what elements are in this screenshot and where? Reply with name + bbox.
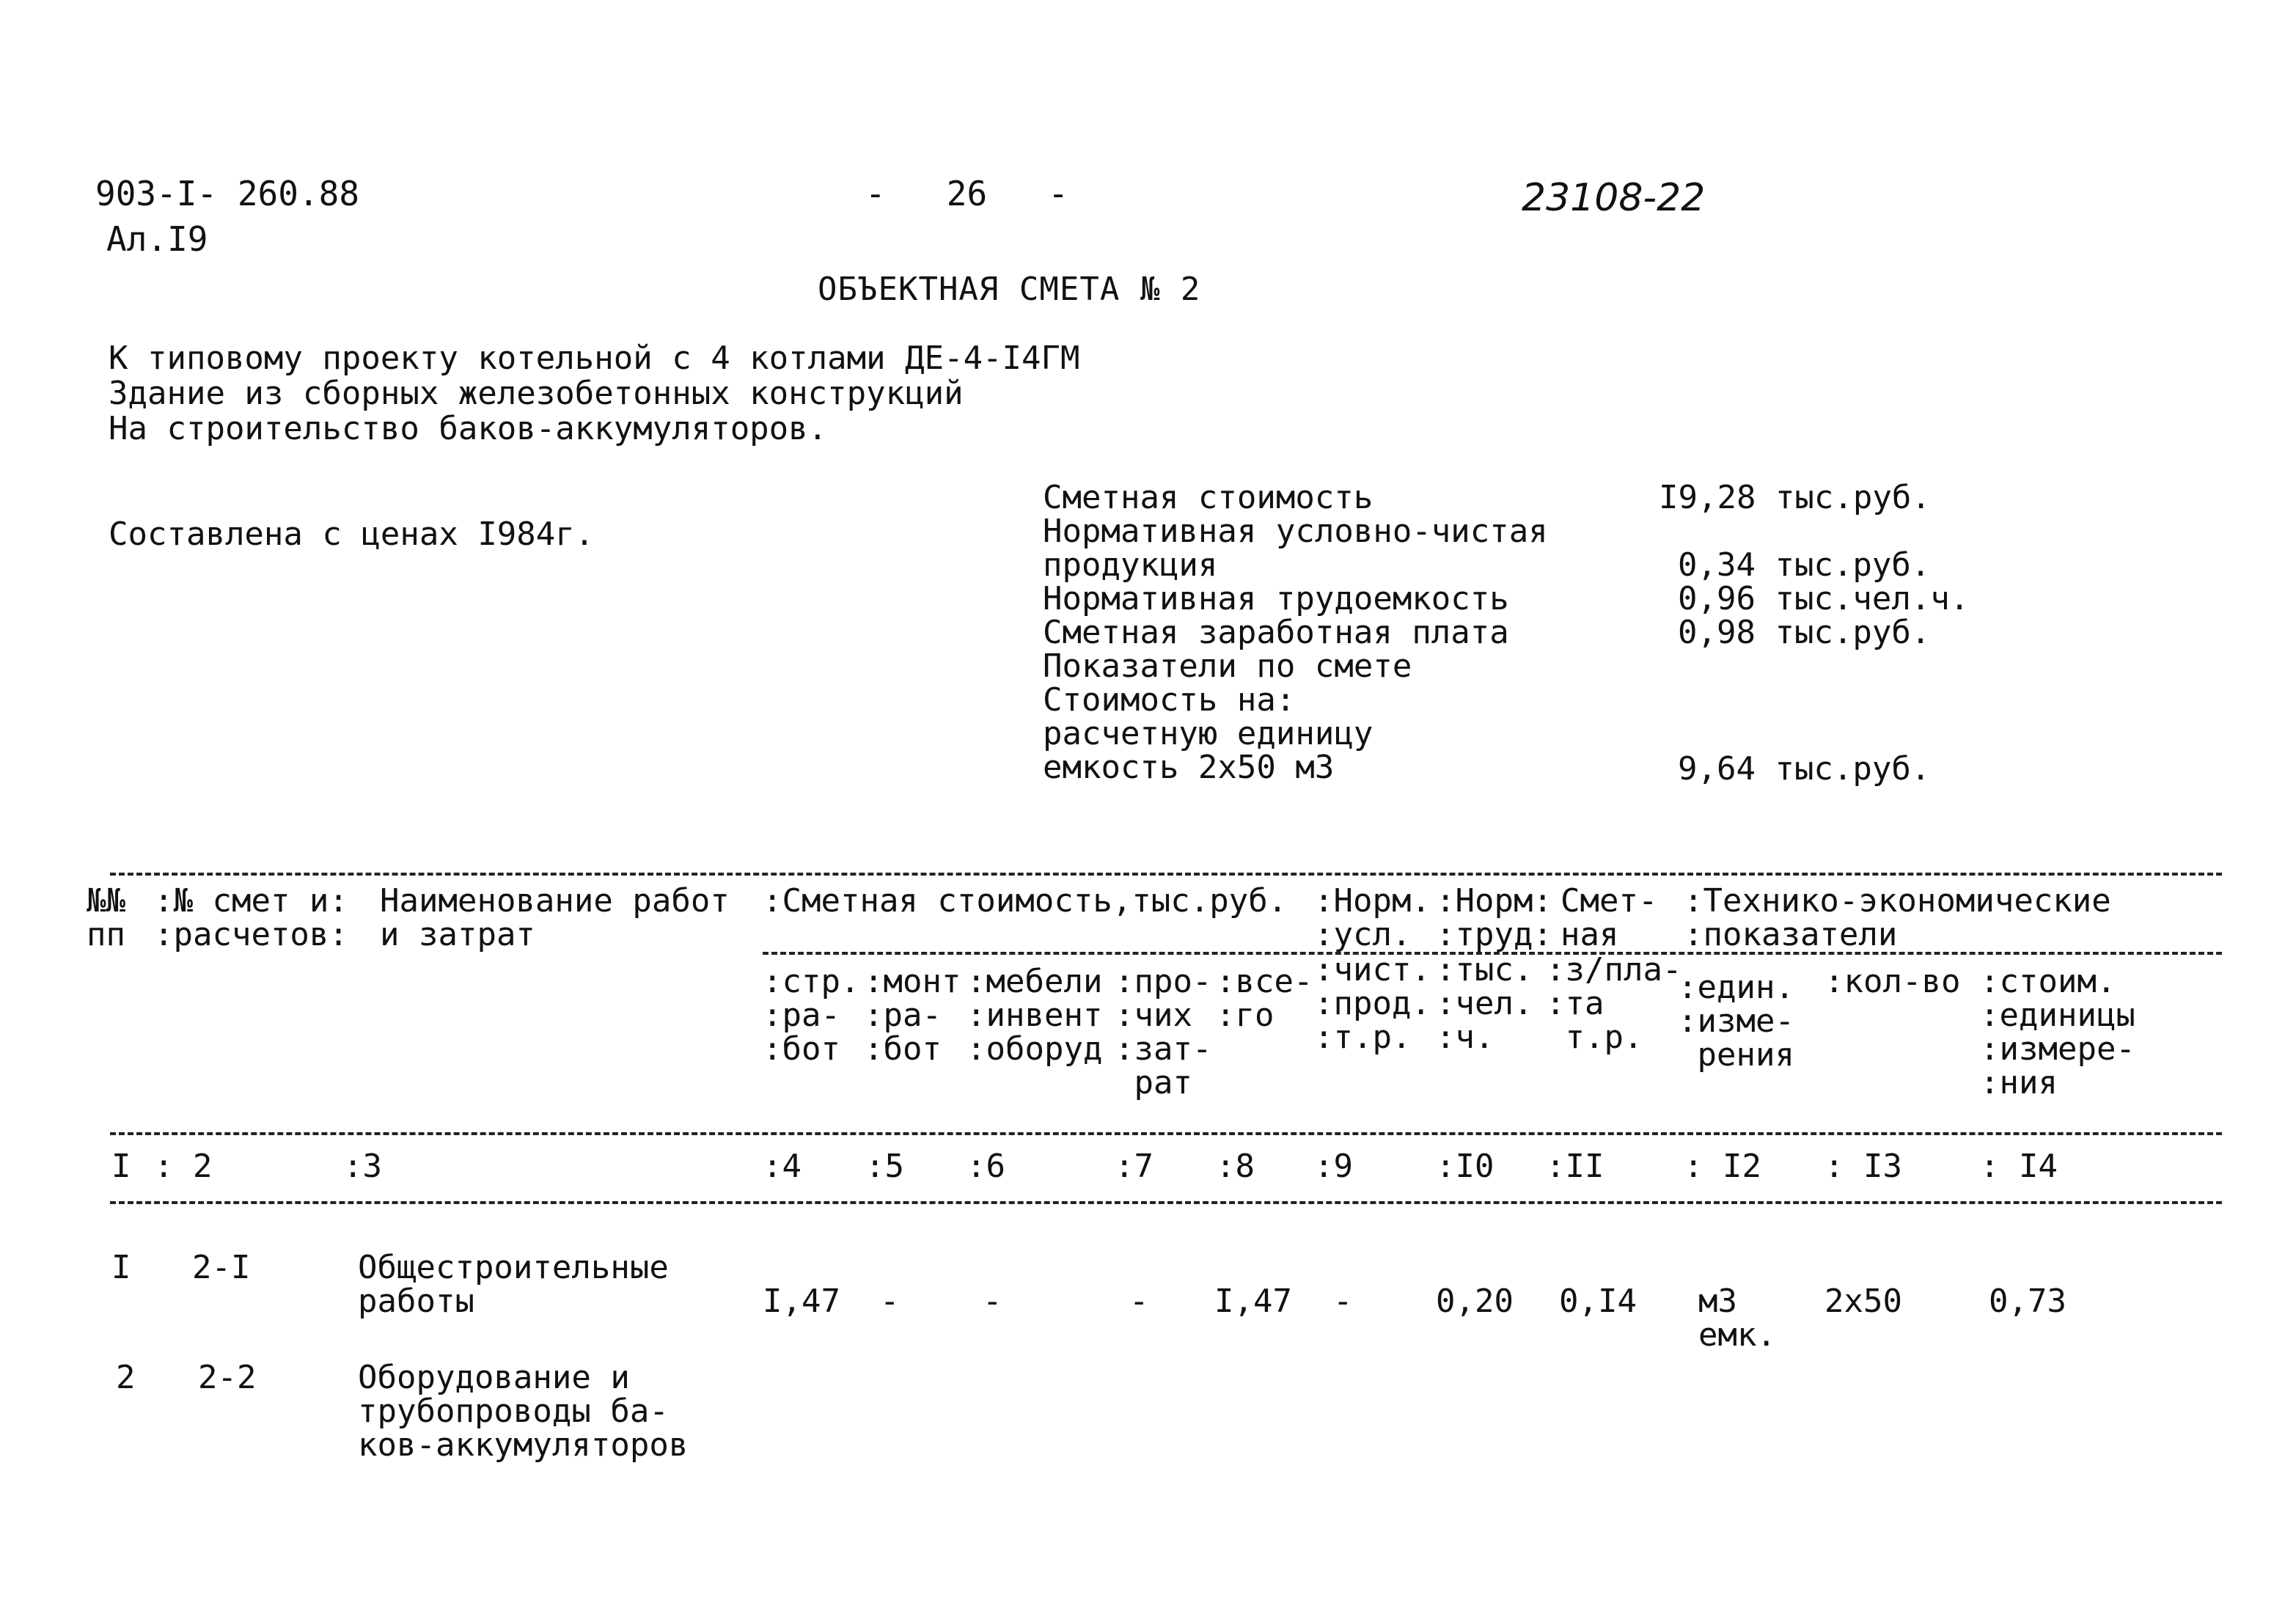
row-furniture-cost: -	[983, 1283, 1002, 1320]
row-labor: 0,20	[1436, 1283, 1514, 1320]
table-rule-numbers-bottom	[110, 1201, 2222, 1204]
row-construction-cost: I,47	[763, 1283, 840, 1320]
header-row-number: №№ пп	[87, 882, 125, 953]
column-number: :6	[967, 1148, 1005, 1185]
subtitle-line-2: Здание из сборных железобетонных конструкций	[109, 375, 964, 412]
summary-value-unit-cost: 9,64 тыс.руб.	[1678, 750, 1931, 788]
header-furniture-equipment: :мебели :инвент :оборуд	[967, 963, 1103, 1068]
subtitle-line-1: К типовому проекту котельной с 4 котлами ДЕ-4-I4ГМ	[109, 340, 1080, 377]
header-work-name: Наименование работ и затрат	[380, 882, 730, 953]
row-estimate-code: 2-2	[198, 1359, 257, 1396]
header-construction-works: :стр. :ра- :бот	[763, 963, 860, 1068]
row-unit-cost: 0,73	[1989, 1283, 2066, 1320]
table-rule-numbers-top	[110, 1132, 2222, 1135]
header-estimate-code: :№ смет и: :расчетов:	[154, 882, 348, 953]
summary-labels: Сметная стоимость Нормативная условно-чистая продукция Нормативная трудоемкость Сметная заработная плата Показатели по смете Стоимость на: расчетную единицу емкость 2х50 м3	[1043, 479, 1548, 786]
column-number: : I4	[1980, 1148, 2058, 1185]
column-number: : 2	[154, 1148, 213, 1185]
subtitle-line-3: На строительство баков-аккумуляторов.	[109, 410, 828, 447]
summary-value-estimated-cost: I9,28 тыс.руб.	[1659, 479, 1931, 516]
header-other-costs: :про- :чих :зат- рат	[1115, 963, 1212, 1101]
column-number: :7	[1115, 1148, 1153, 1185]
header-tech-group: :Технико-экономические :показатели	[1684, 882, 2111, 953]
header-quantity: :кол-во	[1824, 963, 1961, 1000]
header-net-product: :чист. :прод. :т.р.	[1314, 951, 1431, 1056]
row-estimate-code: 2-I	[192, 1249, 251, 1286]
table-rule-top	[110, 873, 2222, 876]
row-installation-cost: -	[880, 1283, 900, 1320]
column-number: :4	[763, 1148, 802, 1185]
document-title: ОБЪЕКТНАЯ СМЕТА № 2	[818, 271, 1201, 308]
row-net-product: -	[1333, 1283, 1353, 1320]
column-number: :3	[343, 1148, 382, 1185]
row-work-name: Оборудование и трубопроводы ба- ков-аккумуляторов	[358, 1359, 689, 1464]
header-unit-cost: :стоим. :единицы :измере- :ния	[1980, 963, 2135, 1101]
summary-value-net-product: 0,34 тыс.руб.	[1678, 546, 1931, 584]
column-number: :5	[865, 1148, 904, 1185]
column-number: :I0	[1436, 1148, 1494, 1185]
column-number: : I3	[1824, 1148, 1902, 1185]
document-code: 903-I- 260.88	[95, 174, 360, 213]
album-number: Ал.I9	[106, 219, 208, 259]
column-number: : I2	[1684, 1148, 1761, 1185]
column-number: I	[111, 1148, 131, 1185]
handwritten-stamp: 23108-22	[1522, 176, 1706, 220]
column-number: :8	[1216, 1148, 1255, 1185]
header-norm-labor: :Норм: :труд:	[1436, 882, 1552, 953]
row-number: I	[111, 1249, 131, 1286]
page-number: - 26 -	[865, 174, 1068, 213]
header-cost-group: :Сметная стоимость,тыс.руб.	[763, 882, 1288, 920]
header-unit-of-measure: :един. :изме- рения	[1678, 969, 1794, 1074]
header-installation-works: :монт :ра- :бот	[864, 963, 961, 1068]
row-work-name: Общестроительные работы	[358, 1249, 669, 1320]
header-total: :все- :го	[1216, 963, 1313, 1034]
header-wages: Смет- ная	[1560, 882, 1658, 953]
column-number: :II	[1546, 1148, 1604, 1185]
row-unit: м3 емк.	[1698, 1283, 1776, 1354]
row-total-cost: I,47	[1214, 1283, 1292, 1320]
row-quantity: 2х50	[1824, 1283, 1902, 1320]
header-wage-thousand-rub: :з/пла- :та т.р.	[1546, 951, 1682, 1056]
row-wages: 0,I4	[1559, 1283, 1637, 1320]
column-number: :9	[1314, 1148, 1353, 1185]
header-norm-net: :Норм. :усл.	[1314, 882, 1431, 953]
summary-value-wages: 0,98 тыс.руб.	[1678, 614, 1931, 651]
row-number: 2	[116, 1359, 136, 1396]
row-other-cost: -	[1129, 1283, 1149, 1320]
prices-note: Составлена с ценах I984г.	[109, 516, 595, 553]
header-thousand-man-hours: :тыс. :чел. :ч.	[1436, 951, 1533, 1056]
summary-value-labor: 0,96 тыс.чел.ч.	[1678, 580, 1970, 617]
